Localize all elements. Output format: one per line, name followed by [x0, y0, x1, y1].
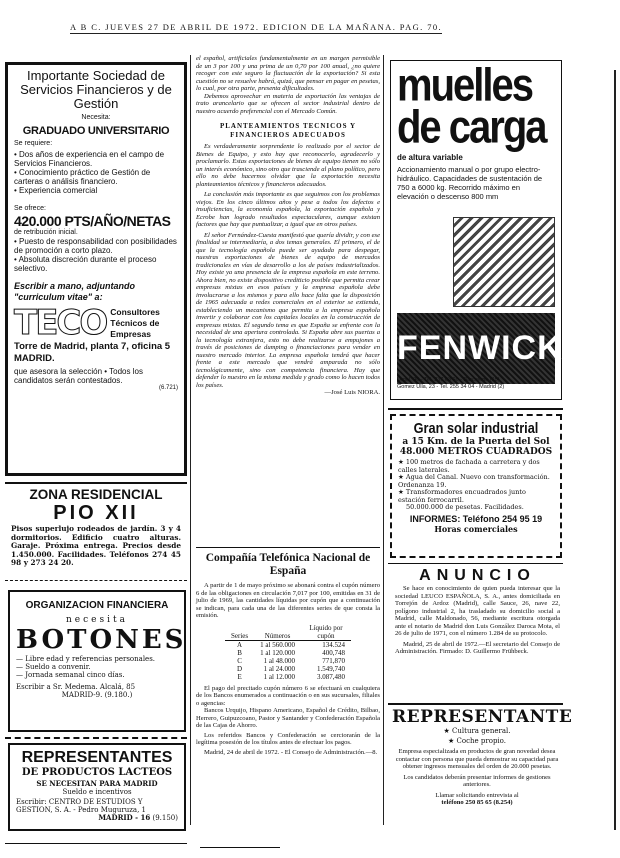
ad-subtitle: de altura variable [397, 153, 463, 162]
ad-paragraph: Se hace en conocimiento de quien pueda interesar que la sociedad LEUCO ESPAÑOLA, S. A., antes domiciliada en Torrejón de Ardoz (Madrid), calle Sauce, 26, nave 22, polígono industrial 2, ha trasladado su domicilio social a Madrid, calle Maldonado, 56, mediante escritura otorgada ante el notario de Madrid don Luis González Daroca Mota, el 26 de julio de 1971, con el número 1.284 de su protocolo. [395, 585, 560, 637]
ad-name: PIO XII [53, 502, 139, 524]
table-cell: 1.549,740 [316, 664, 345, 673]
price: 50.000.000 de pesetas. Facilidades. [406, 503, 524, 511]
table-cell: 771,870 [322, 656, 345, 665]
article-paragraph: El señor Fernández-Cuesta manifestó que quería dividir, y con ese finalidad se intermediaría, a dos temas generales. El primero, el de que la tecnología española puede ser ayudada para despegar, nuestras exportaciones de bienes de equipo de mercados tradicionales en vías de desarrollo a los de países industrializados. Hoy existe ya una presencia de la empresa española en este terreno. Ahora bien, no existe dispositivo crediticio posible que permita crear empresas mixtas en esos países y la empresa española debe involucrarse a los mismos y para ello hace falta que la disposición de 1965 adecuada a redes comerciales en el exterior se extienda, estableciendo un mecanismo que permita a la empresa española invertir y colaborar con los capitales locales en la construcción de empresas mixtas. El segundo tema es que España se enfrente con la necesidad de una apertura controlada. Si España abre sus puertas a la tecnología extranjera, esto no debe realizarse a empujones a través de posiciones de dumping o financiaciones para vender en nuestro mercado interior. La empresa española tendrá que hacer frente a este mercado que vendrá amparada no sólo tecnológicamente, sino con competencia financiera. Hay que defender lo nuestro en la misma medida y grado como lo hacen todos los países. [196, 231, 380, 389]
notice-paragraph: A partir de 1 de mayo próximo se abonará contra el cupón número 6 de las obligaciones en circulación 7,017 por 100, emitidas en 31 de julio de 1969, las cantidades líquidas por cupón que a continuación se indican, para cada una de las diferentes series de que consta la emisión. [196, 582, 380, 619]
list-item: • Puesto de responsabilidad con posibilidades de promoción a corto plazo. [14, 237, 178, 255]
table-row [225, 665, 351, 673]
city: MADRID-9. (9.180.) [61, 691, 133, 699]
table-cell: A [237, 640, 243, 649]
ad-pio-xii [5, 487, 187, 568]
table-cell: E [237, 672, 242, 681]
apply-text: Escribir a mano, adjuntando "curriculum vitae" a: [14, 281, 136, 302]
list-item: • Absoluta discreción durante el proceso selectivo. [14, 255, 178, 273]
teco-logo: TECO [14, 303, 107, 343]
needed: SE NECESITAN PARA MADRID [36, 779, 158, 788]
page-edge-rule [614, 70, 616, 830]
article-subheading: PLANTEAMIENTOS TECNICOS Y FINANCIEROS ADECUADOS [219, 122, 357, 139]
table-cell: 1 al 120.000 [260, 648, 295, 657]
requires-label: Se requiere: [14, 140, 53, 147]
column-header: Series [225, 624, 254, 641]
ad-paragraph: Llamar solicitando entrevista al [435, 791, 519, 799]
fenwick-logo: FENWICK [397, 313, 555, 384]
ad-botones [8, 590, 186, 732]
address: Urgel, 96 - Tel. 237 63 60 - Barcelona (15) [397, 377, 500, 383]
ad-solar [390, 414, 562, 558]
list-item: ★ Agua del Canal. Nuevo con transformación. Ordenanza 19. [398, 473, 550, 489]
company-name: Consultores Técnicos de Empresas [110, 306, 160, 339]
table-cell: 1 al 24.000 [263, 664, 295, 673]
notice-paragraph: Los referidos Bancos y Confederación se cerciorarán de la legítima posesión de los títulos antes de efectuar los pagos. [196, 731, 380, 746]
table-cell: C [237, 656, 242, 665]
ad-needs: Necesita: [81, 114, 111, 121]
page-header: A B C. JUEVES 27 DE ABRIL DE 1972. EDICION DE LA MAÑANA. PAG. 70. [70, 22, 443, 32]
ad-title: ZONA RESIDENCIAL [29, 487, 163, 502]
telefonica-notice [196, 552, 380, 756]
list-item: ★ Transformadores encuadrados junto estación ferrocarril. [398, 488, 526, 504]
ad-paragraph: Empresa especializada en productos de gran novedad desea contactar con persona que pueda demostrar su capacidad para obtener ingresos mensuales del orden de 20.000 pesetas. [395, 748, 559, 770]
table-cell: 134.524 [322, 640, 345, 649]
ad-title: ANUNCIO [419, 567, 536, 584]
hours: Horas comerciales [434, 523, 518, 534]
table-cell: D [237, 664, 243, 673]
table-row [225, 649, 351, 657]
address: Gomez Ulla, 23 - Tel. 255 34 04 - Madrid (2) [397, 384, 505, 390]
ad-position: GRADUADO UNIVERSITARIO [22, 125, 170, 137]
table-cell: 3.087,480 [316, 672, 345, 681]
ad-text: Pisos superlujo rodeados de jardín. 3 y 4 dormitorios. Edificio cuatro alturas. Garaje. Próxima entrega. Precios desde 1.450.000. Facilidades. Teléfonos 274 45 98 y 273 24 20. [11, 524, 181, 567]
contact: Escribir: CENTRO DE ESTUDIOS Y GESTION, S. A. - Pedro Muguruza, 1 [16, 798, 146, 814]
location: a 15 Km. de la Puerta del Sol [402, 437, 550, 447]
ad-teco [5, 62, 187, 476]
ad-paragraph: Madrid, 25 de abril de 1972.—El secretario del Consejo de Administración. Firmado: D. Guillermo Frühbeck. [395, 640, 560, 655]
ad-representante [392, 707, 573, 807]
ad-lacteos [8, 743, 186, 831]
address: Torre de Madrid, planta 7, oficina 5 MADRID. [14, 341, 171, 364]
coupon-table [225, 624, 351, 681]
ad-fenwick [390, 60, 562, 400]
ad-text: Accionamiento manual o por grupo electro-hidráulico. Capacidades de sustentación de 750 a 6000 kg. Recorrido máximo en elevación o descenso 800 mm [397, 165, 543, 201]
table-row [225, 673, 351, 681]
list-item: ★ 100 metros de fachada a carretera y dos calles laterales. [398, 458, 540, 474]
ad-needs: necesita [66, 615, 128, 625]
article-paragraph: Es verdaderamente sorprendente lo realizado por el sector de Bienes de Equipo, y esto hay que reconocerlo, agradecerlo y proclamarlo. Estas exportaciones de bienes de equipo tienen no sólo un interés económico, sino otro que trasciende al plano político, pero ello no debe hacernos olvidar que la exportación necesita planteamientos técnicos y financieros adecuados. [196, 143, 380, 188]
ad-title: Gran solar industrial [413, 420, 539, 437]
column-header: Números [254, 624, 301, 641]
ad-title: ORGANIZACION FINANCIERA [25, 600, 169, 611]
addresses [397, 377, 504, 391]
ad-ref: (9.150) [152, 814, 178, 822]
table-row [225, 657, 351, 665]
offers-label: Se ofrece: [14, 205, 46, 212]
offers-list [14, 237, 178, 273]
ad-title: de carga [397, 102, 546, 153]
ad-paragraph: Los candidatos deberán presentar informes de gestiones anteriores. [403, 773, 551, 788]
notice-signature: Madrid, 24 de abril de 1972. - El Consejo de Administración.—8. [204, 748, 378, 756]
article-signature: —José Luis NIORA. [324, 389, 380, 396]
article-paragraph: Debemos aprovechar en materia de exportación las ventajas de trato arancelario que se ofrecen al sector industrial dentro de nuestro acuerdo preferencial con el Mercado Común. [196, 92, 380, 115]
table-cell: 1 al 48.000 [263, 656, 295, 665]
salary-note: de retribución inicial. [14, 229, 78, 236]
article [196, 55, 380, 397]
ad-title: REPRESENTANTE [392, 707, 573, 727]
column-header: Líquido por cupón [301, 624, 351, 641]
ad-subtitle: DE PRODUCTOS LACTEOS [21, 767, 173, 778]
ad-title: REPRESENTANTES [21, 749, 173, 766]
contact: Escribir a Sr. Medema. Alcalá, 85 [16, 683, 136, 691]
list-item: — Sueldo a convenir. [16, 663, 91, 671]
notice-title: Compañía Telefónica Nacional de España [205, 552, 371, 577]
table-cell: B [237, 648, 242, 657]
city: MADRID - 16 [98, 813, 151, 822]
loading-dock-illustration [453, 217, 555, 307]
footer-text: que asesora la selección • Todos los candidatos serán contestados. [14, 367, 143, 385]
requirements-list [14, 150, 178, 195]
table-row [225, 640, 351, 649]
table-cell: 400,748 [322, 648, 345, 657]
table-cell: 1 al 560.000 [260, 640, 295, 649]
ad-title: muelles [397, 60, 532, 111]
list-item: — Jornada semanal cinco días. [16, 671, 125, 679]
notice-paragraph: Bancos Urquijo, Hispano Americano, Español de Crédito, Bilbao, Herrero, Guipuzcoano, Pastor y Santander y Confederación Española de las Cajas de Ahorro. [196, 707, 380, 729]
list-item: ★ Coche propio. [448, 737, 506, 745]
list-item: • Conocimiento práctico de Gestión de carteras o análisis financiero. [14, 168, 178, 186]
article-paragraph: el español, artificiales fundamentalmente en un margen permisible de un 3 por 100 y una prima de un 0,70 por 100 anual, ¿no quiere recoger con este seguro la fluctuación de la exportación? Si esta cuestión no se resuelve habrá, quizá, que pensar en pagar en pesetas, lo cual, por otra parte, presenta dificultades. [196, 55, 380, 92]
list-item: — Libre edad y referencias personales. [16, 655, 156, 663]
table-cell: 1 al 12.000 [263, 672, 295, 681]
salary: 420.000 PTS/AÑO/NETAS [14, 213, 171, 229]
ad-ref: (6.721) [158, 385, 178, 391]
notice-paragraph: El pago del precitado cupón número 6 se efectuará en cualquiera de los Bancos enumerados a continuación o en sus sucursales, filiales o agencias: [196, 684, 380, 707]
list-item: • Experiencia comercial [14, 186, 178, 195]
size: 48.000 METROS CUADRADOS [399, 447, 553, 457]
ad-anuncio [395, 567, 560, 656]
phone: INFORMES: Teléfono 254 95 19 [409, 513, 543, 524]
ad-title: Importante Sociedad de Servicios Financieros y de Gestión [20, 68, 172, 111]
phone: teléfono 250 85 65 (8.254) [441, 799, 513, 806]
list-item: ★ Cultura general. [443, 727, 511, 735]
ad-position: BOTONES [16, 625, 187, 655]
list-item: • Dos años de experiencia en el campo de Servicios Financieros. [14, 150, 178, 168]
article-paragraph: La conclusión más importante es que seguimos con los problemas viejos. En los cinco últimos años y pese a todos los defectos e insuficiencias, la economía española, la exportación española y Ecrobe han logrado resultados espectaculares, aunque existan factores que hay que puntualizar, a igual que en otros países. [196, 191, 380, 228]
terms: Sueldo e incentivos [62, 788, 132, 796]
